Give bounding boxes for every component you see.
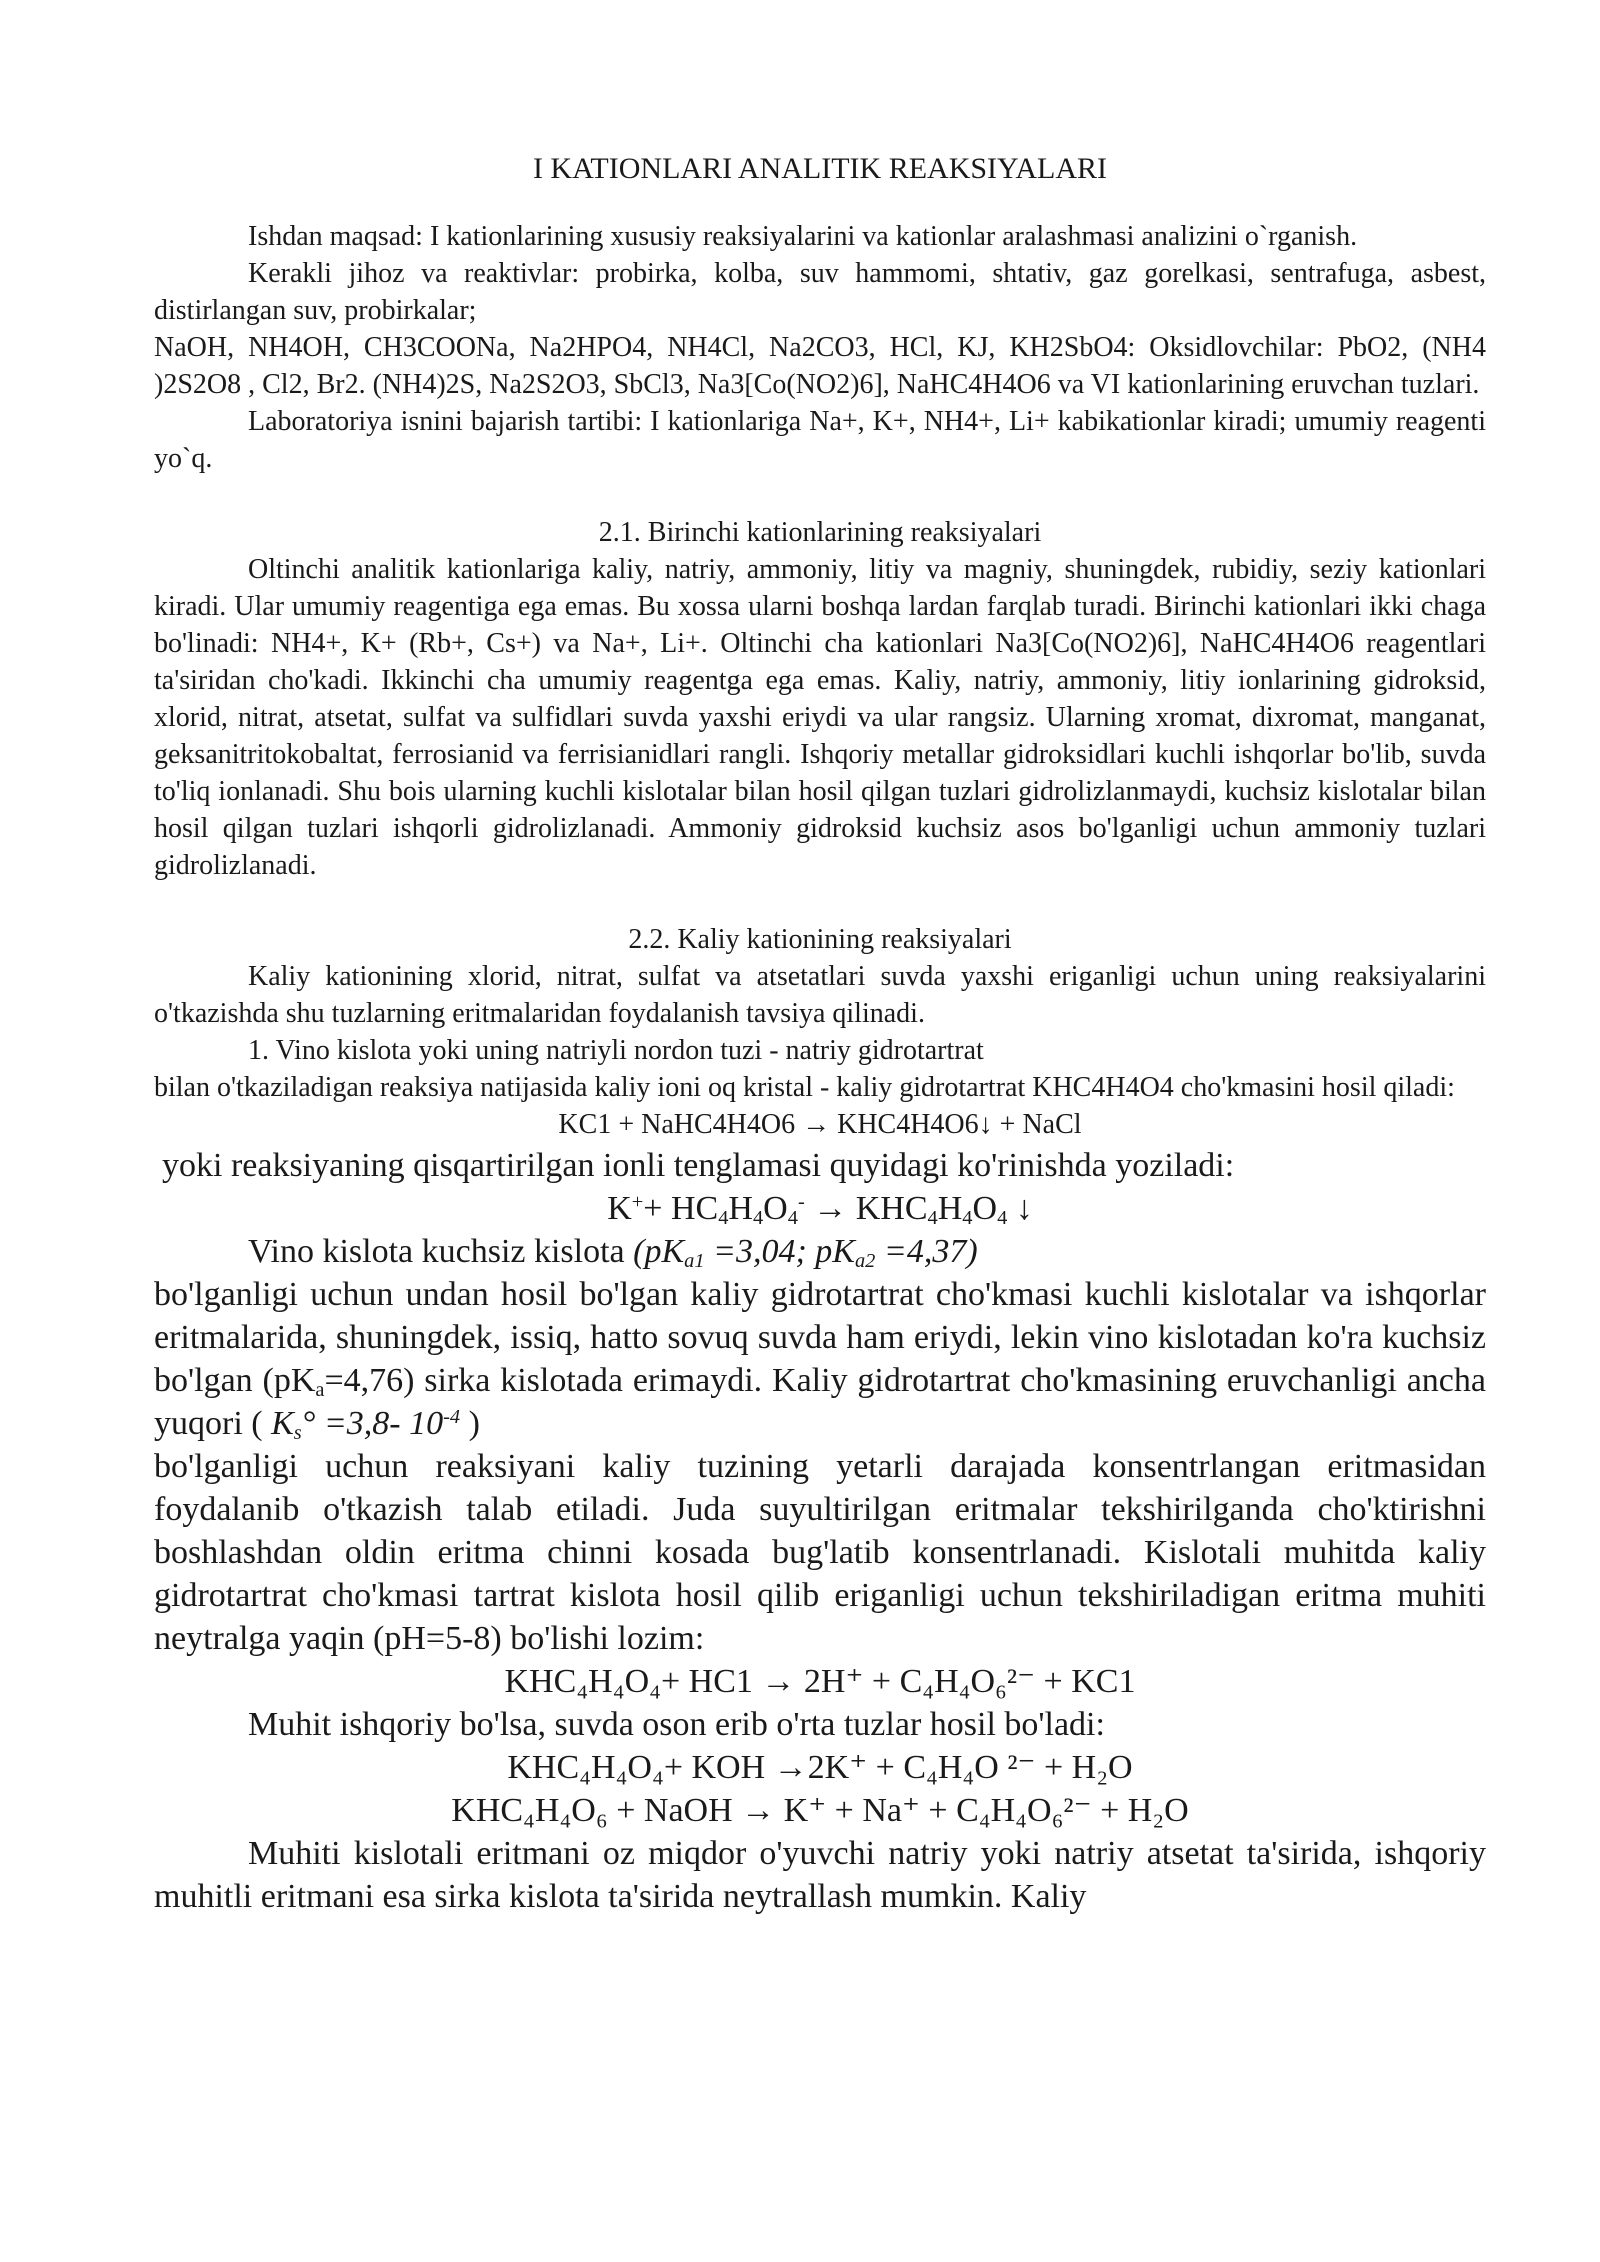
section-heading-2-1: 2.1. Birinchi kationlarining reaksiyalari [598, 517, 1042, 548]
equipment-paragraph: Kerakli jihoz va reaktivlar: probirka, kolba, suv hammomi, shtativ, gaz gorelkasi, sentrafuga, asbest, distirlangan suv, probirkalar; [154, 258, 1486, 326]
item-1-line-1: 1. Vino kislota yoki uning natriyli nordon tuzi - natriy gidrotartrat [248, 1035, 984, 1066]
item-1-line-2: bilan o'tkaziladigan reaksiya natijasida kaliy ioni oq kristal - kaliy gidrotartrat KHC4H4O4 cho'kmasini hosil qiladi: [154, 1072, 1455, 1103]
page-title: I KATIONLARI ANALITIK REAKSIYALARI [532, 152, 1108, 185]
solubility-paragraph: bo'lganligi uchun undan hosil bo'lgan kaliy gidrotartrat cho'kmasi kuchli kislotalar va ishqorlar eritmalarida, shuningdek, issiq, hatto sovuq suvda ham eriydi, lekin vino kislotadan ko'ra kuchsiz bo'lgan $(pK_a=4,76)$ sirka kislotada erimaydi. Kaliy gidrotartrat cho'kmasining eruvchanligi ancha yuqori ( $K_s^\circ =3,8-$ $10^{-4}$ ) [154, 1276, 1486, 1445]
equation-3: KHC₄H₄O₄+ HC1 → 2H⁺ + C₄H₄O₆²⁻ + KC1 [504, 1663, 1136, 1700]
reagents-paragraph: NaOH, NH4OH, CH3COONa, Na2HPO4, NH4Cl, Na2CO3, HCl, KJ, KH2SbO4: Oksidlovchilar: PbO2, (NH4 )2S2O8 , Cl2, Br2. (NH4)2S, Na2S2O3, SbCl3, Na3[Co(NO2)6], NaHC4H4O6 va VI kationlarining eruvchan tuzlari. [154, 332, 1486, 400]
alkaline-medium-line: Muhit ishqoriy bo'lsa, suvda oson erib o'rta tuzlar hosil bo'ladi: [248, 1706, 1105, 1743]
purpose-paragraph: Ishdan maqsad: I kationlarining xususiy reaksiyalarini va kationlar aralashmasi analizini o`rganish. [248, 221, 1358, 252]
document-page [154, 140, 1486, 1918]
equation-5: KHC₄H₄O₆ + NaOH → K⁺ + Na⁺ + C₄H₄O₆²⁻ + H₂O [451, 1792, 1189, 1829]
weak-acid-line: Vino kislota kuchsiz kislota ($pK_{a1} =3,04$; $pK_{a2} =4,37$) [248, 1233, 978, 1273]
section-2-2-body: Kaliy kationining xlorid, nitrat, sulfat va atsetatlari suvda yaxshi eriganligi uchun uning reaksiyalarini o'tkazishda shu tuzlarning eritmalaridan foydalanish tavsiya qilinadi. [154, 961, 1486, 1029]
concentration-paragraph: bo'lganligi uchun reaksiyani kaliy tuzining yetarli darajada konsentrlangan eritmasidan foydalanib o'tkazish talab etiladi. Juda suyultirilgan eritmalar tekshirilganda cho'ktirishni boshlashdan oldin eritma chinni kosada bug'latib konsentrlanadi. Kislotali muhitda kaliy gidrotartrat cho'kmasi tartrat kislota hosil qilib eriganligi uchun tekshiriladigan eritma muhiti neytralga yaqin (pH=5-8) bo'lishi lozim: [154, 1448, 1486, 1657]
section-2-1-body: Oltinchi analitik kationlariga kaliy, natriy, ammoniy, litiy va magniy, shuningdek, rubidiy, seziy kationlari kiradi. Ular umumiy reagentiga ega emas. Bu xossa ularni boshqa lardan farqlab turadi. Birinchi kationlari ikki chaga bo'linadi: NH4+, K+ (Rb+, Cs+) va Na+, Li+. Oltinchi cha kationlari Na3[Co(NO2)6], NaHC4H4O6 reagentlari ta'siridan cho'kadi. Ikkinchi cha umumiy reagentga ega emas. Kaliy, natriy, ammoniy, litiy ionlarining gidroksid, xlorid, nitrat, atsetat, sulfat va sulfidlari suvda yaxshi eriydi va ular rangsiz. Ularning xromat, dixromat, manganat, geksanitritokobaltat, ferrosianid va ferrisianidlari rangli. Ishqoriy metallar gidroksidlari kuchli ishqorlar bo'lib, suvda to'liq ionlanadi. Shu bois ularning kuchli kislotalar bilan hosil qilgan tuzlari gidrolizlanmaydi, kuchsiz kislotalar bilan hosil qilgan tuzlari ishqorli gidrolizlanadi. Ammoniy gidroksid kuchsiz asos bo'lganligi uchun ammoniy tuzlari gidrolizlanadi. [154, 554, 1486, 881]
equation-4: KHC₄H₄O₄+ KOH →2K⁺ + C₄H₄O ²⁻ + H₂O [507, 1749, 1133, 1786]
section-heading-2-2: 2.2. Kaliy kationining reaksiyalari [628, 924, 1012, 955]
neutralization-paragraph: Muhiti kislotali eritmani oz miqdor o'yuvchi natriy yoki natriy atsetat ta'sirida, ishqoriy muhitli eritmani esa sirka kislota ta'sirida neytrallash mumkin. Kaliy [154, 1835, 1486, 1915]
ionic-equation-intro: yoki reaksiyaning qisqartirilgan ionli tenglamasi quyidagi ko'rinishda yoziladi: [162, 1147, 1235, 1184]
procedure-paragraph: Laboratoriya isnini bajarish tartibi: I kationlariga Na+, K+, NH4+, Li+ kabikationlar kiradi; umumiy reagenti yo`q. [154, 406, 1486, 474]
equation-1: KC1 + NaHC4H4O6 → KHC4H4O6↓ + NaCl [558, 1109, 1082, 1140]
equation-2: $K^++ HC_4H_4O_4^- \to KHC_4H_4O_4$ ↓ [607, 1190, 1033, 1230]
